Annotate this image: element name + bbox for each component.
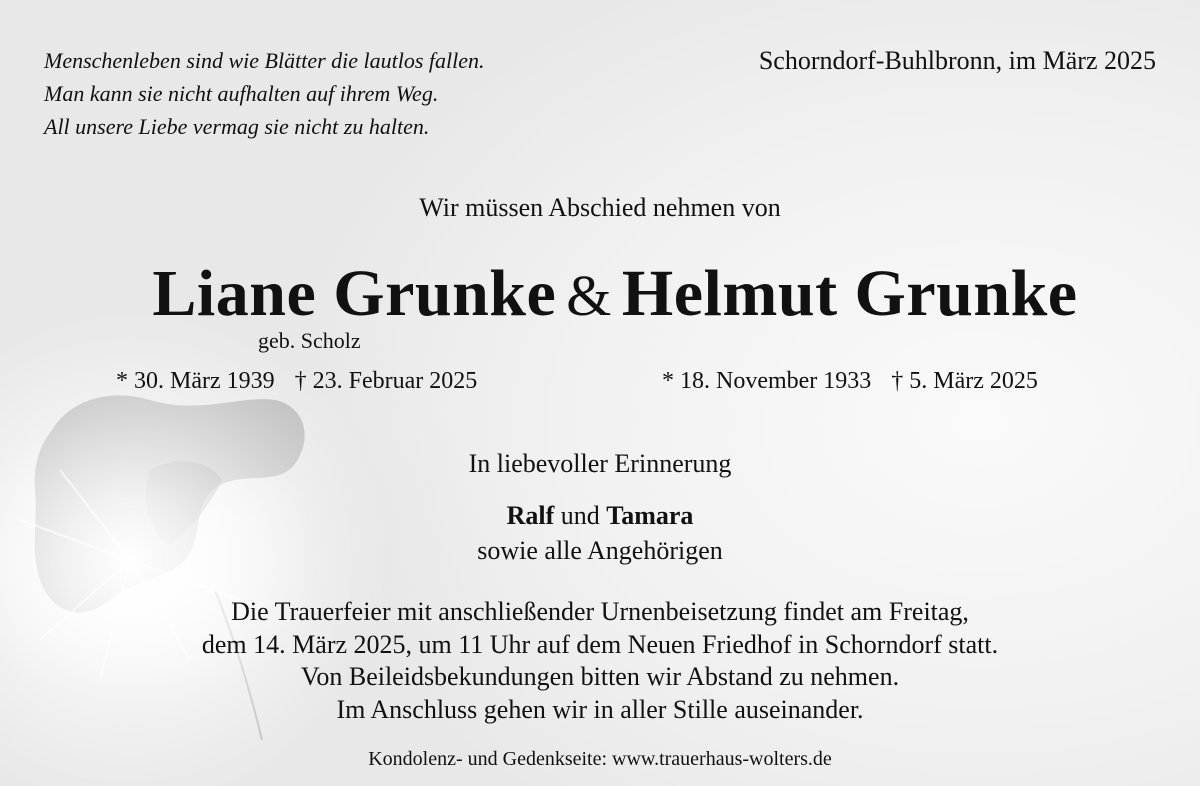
notice-line: dem 14. März 2025, um 11 Uhr auf dem Neuen Friedhof in Schorndorf statt.	[201, 629, 999, 659]
signer-name-1: Ralf	[506, 501, 555, 530]
relatives-line: sowie alle Angehörigen	[477, 536, 723, 565]
condolence-website: Kondolenz- und Gedenkseite: www.trauerhaus-wolters.de	[368, 748, 832, 770]
signers	[0, 501, 1200, 531]
notice-line: Von Beileidsbekundungen bitten wir Abstand zu nehmen.	[300, 662, 900, 691]
poem-line: Man kann sie nicht aufhalten auf ihrem Weg.	[44, 81, 439, 106]
deceased-names	[0, 256, 1200, 332]
notice-line: Die Trauerfeier mit anschließender Urnenbeisetzung findet am Freitag,	[231, 597, 969, 626]
person2-death-date: † 5. März 2025	[891, 368, 1038, 394]
place-date: Schorndorf-Buhlbronn, im März 2025	[758, 46, 1156, 75]
person1-dates	[116, 368, 477, 395]
person1-death-date: † 23. Februar 2025	[294, 368, 478, 394]
poem-line: All unsere Liebe vermag sie nicht zu halten.	[44, 114, 430, 139]
poem-verse	[44, 44, 485, 143]
memory-line: In liebevoller Erinnerung	[468, 449, 732, 478]
birth-name: geb. Scholz	[258, 328, 361, 353]
person2-dates	[662, 368, 1038, 395]
deceased-name-1: Liane Grunke	[152, 257, 557, 330]
ampersand: &	[566, 263, 612, 328]
signer-connector: und	[560, 501, 600, 530]
deceased-name-2: Helmut Grunke	[621, 257, 1078, 330]
person1-birth-date: * 30. März 1939	[116, 368, 275, 394]
notice-line: Im Anschluss gehen wir in aller Stille auseinander.	[336, 694, 864, 724]
funeral-notice	[0, 596, 1200, 726]
person2-birth-date: * 18. November 1933	[662, 368, 872, 394]
signer-name-2: Tamara	[606, 501, 694, 530]
intro-text: Wir müssen Abschied nehmen von	[419, 193, 781, 222]
poem-line: Menschenleben sind wie Blätter die lautlos fallen.	[44, 48, 485, 73]
